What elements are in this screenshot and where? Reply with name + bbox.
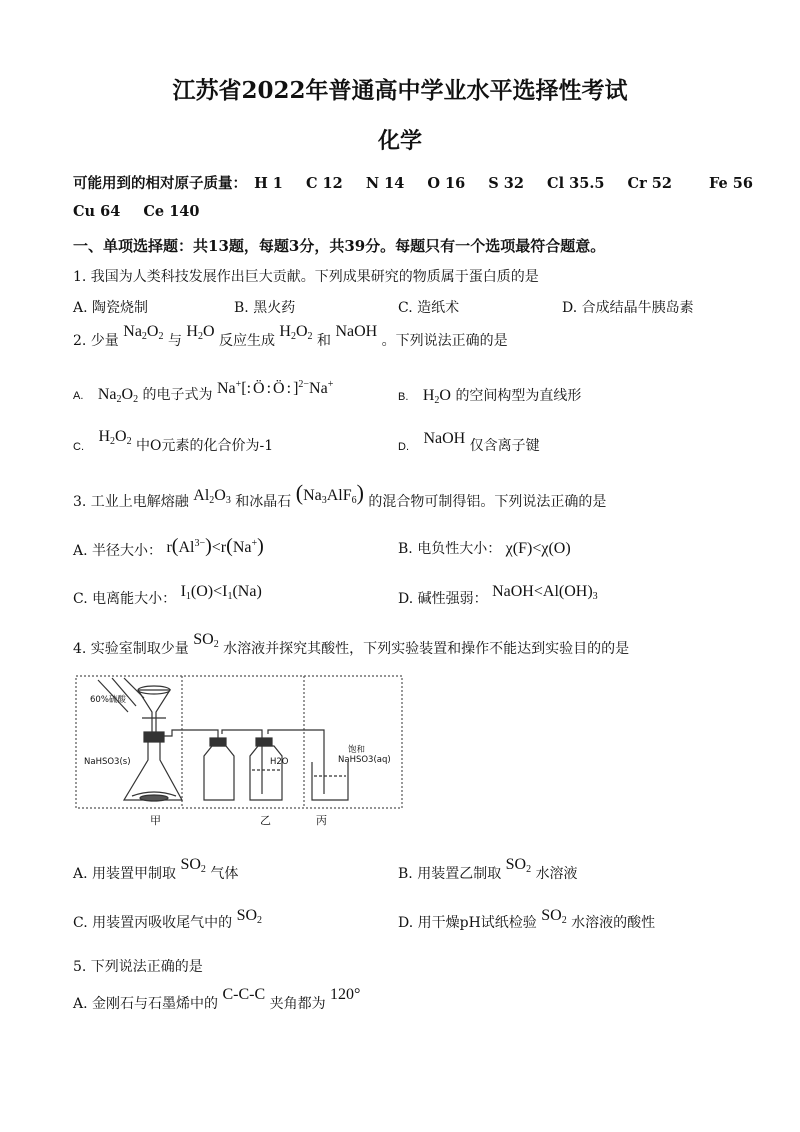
q2-option-d [398,430,540,455]
q4-c-text-1: C. 用装置丙吸收尾气中的 [73,915,233,931]
q2-b-formula: $H_2O$ [422,387,451,406]
q5-a-text-1: A. 金刚石与石墨烯中的 [73,996,219,1012]
q2-text-4: 和 [317,333,331,349]
q2-b-text: 的空间构型为直线形 [455,388,582,404]
mass-s: S 32 [488,175,524,192]
q4-option-d [398,907,656,932]
exam-title: 江苏省2022年普通高中学业水平选择性考试 [172,77,628,104]
q4-d-text-1: D. 用干燥pH试纸检验 [398,915,537,931]
q3-a-text: A. 半径大小： [73,543,163,559]
q3-c-expr: $I_1(O)<I_1(Na)$ [180,583,262,602]
q4-option-a [73,856,239,883]
q3-option-c [73,583,262,608]
apparatus-bing [312,762,348,800]
mass-ce: Ce 140 [143,203,200,220]
q3-option-b [398,538,571,558]
q2-d-letter: D. [398,441,409,453]
q3-option-d [398,583,598,608]
q2-text-5: 。下列说法正确的是 [381,333,508,349]
q4-a-formula: $SO_2$ [180,856,206,875]
q4-a-text-2: 气体 [210,866,239,882]
q4-text-1: 4. 实验室制取少量 [73,641,189,657]
label-saturated-1: 饱和 [348,745,366,755]
q5-a-value: 120° [330,986,361,1003]
q2-formula-h2o: $H_2O$ [186,323,215,342]
label-solid: NaHSO3(s) [84,757,131,767]
label-saturated-2: NaHSO3(aq) [338,755,391,765]
q3-text-1: 3. 工业上电解熔融 [73,494,189,510]
q2-c-letter: C. [73,441,84,453]
q4-option-b [398,856,578,883]
q4-stem [73,631,630,658]
q4-b-formula: $SO_2$ [505,856,532,875]
q3-formula-na3alf6: $(Na_3AlF_6)$ [295,480,364,506]
label-water: H2O [270,757,289,767]
q3-d-expr: $NaOH<Al(OH)_3$ [492,583,598,602]
mass-h: H 1 [254,175,283,192]
q3-b-text: B. 电负性大小： [398,541,502,557]
q3-option-a [73,535,264,561]
q4-d-text-2: 水溶液的酸性 [571,915,656,931]
mass-c: C 12 [305,175,343,192]
mass-cr: Cr 52 [627,175,672,192]
q1-option-b: B. 黑火药 [234,300,296,316]
q4-b-text-2: 水溶液 [535,866,578,882]
mass-o: O 16 [427,175,466,192]
q2-a-electron-formula: Na+[:Ö:Ö:]$^{2-}$Na+ [216,379,334,397]
q4-a-text-1: A. 用装置甲制取 [73,866,177,882]
q2-text-1: 2. 少量 [73,333,119,349]
q2-a-formula: $Na_2O_2$ [97,386,139,405]
q5-a-text-2: 夹角都为 [269,996,326,1012]
q3-c-text: C. 电离能大小： [73,591,177,607]
q3-b-expr: χ(F)<χ(O) [505,540,571,557]
q2-option-a [73,379,334,405]
q2-text-3: 反应生成 [218,333,275,349]
q2-formula-na2o2: $Na_2O_2$ [123,323,164,342]
apparatus-yi [200,730,324,800]
q4-d-formula: $SO_2$ [541,907,567,926]
q1-option-a: A. 陶瓷烧制 [73,300,149,316]
q3-formula-al2o3: $Al_2O_3$ [193,487,231,506]
q3-text-2: 和冰晶石 [235,494,292,510]
q3-text-3: 的混合物可制得铝。下列说法正确的是 [368,494,607,510]
q1-option-d: D. 合成结晶牛胰岛素 [562,300,694,316]
q2-option-b [398,385,581,405]
atomic-mass-label: 可能用到的相对原子质量： [73,175,247,192]
q4-c-formula: $SO_2$ [236,907,263,926]
q2-c-formula: $H_2O_2$ [98,428,132,447]
q3-d-text: D. 碱性强弱： [398,591,488,607]
label-yi: 乙 [260,814,271,827]
q2-stem [73,323,508,350]
q3-a-expr: $r(Al^{3-})<r(Na^+)$ [166,535,264,557]
atomic-mass-line-1 [73,172,771,193]
section-heading: 一、单项选择题：共13题，每题3分，共39分。每题只有一个选项最符合题意。 [73,237,606,255]
q2-a-text: 的电子式为 [142,387,213,403]
q4-apparatus-figure [72,672,406,832]
q4-formula-so2: $SO_2$ [193,631,219,650]
q2-option-c [73,428,274,455]
q3-stem [73,480,607,512]
label-acid: 60%硫酸 [90,695,126,705]
q2-d-formula: NaOH [423,430,466,447]
mass-fe: Fe 56 [709,175,753,192]
label-bing: 丙 [316,814,327,827]
exam-subject: 化学 [377,128,422,154]
q5-option-a [73,986,361,1013]
q5-stem: 5. 下列说法正确的是 [73,959,203,975]
q2-formula-h2o2: $H_2O_2$ [279,323,313,342]
q2-text-2: 与 [167,333,182,349]
label-jia: 甲 [150,814,161,827]
atomic-mass-line-2 [73,203,217,220]
mass-cl: Cl 35.5 [547,175,605,192]
q2-c-text: 中O元素的化合价为-1 [136,438,274,454]
mass-cu: Cu 64 [73,203,121,220]
q4-option-c [73,907,263,932]
q4-b-text-1: B. 用装置乙制取 [398,866,502,882]
q1-stem: 1. 我国为人类科技发展作出巨大贡献。下列成果研究的物质属于蛋白质的是 [73,269,539,285]
q5-a-expr: C-C-C [222,986,266,1003]
q2-a-letter: A. [73,390,84,402]
mass-n: N 14 [365,175,405,192]
q2-b-letter: B. [398,391,409,403]
q1-option-c: C. 造纸术 [398,300,460,316]
q2-d-text: 仅含离子键 [469,438,540,454]
q2-formula-naoh: NaOH [335,323,378,340]
q4-text-2: 水溶液并探究其酸性，下列实验装置和操作不能达到实验目的的是 [223,641,630,657]
